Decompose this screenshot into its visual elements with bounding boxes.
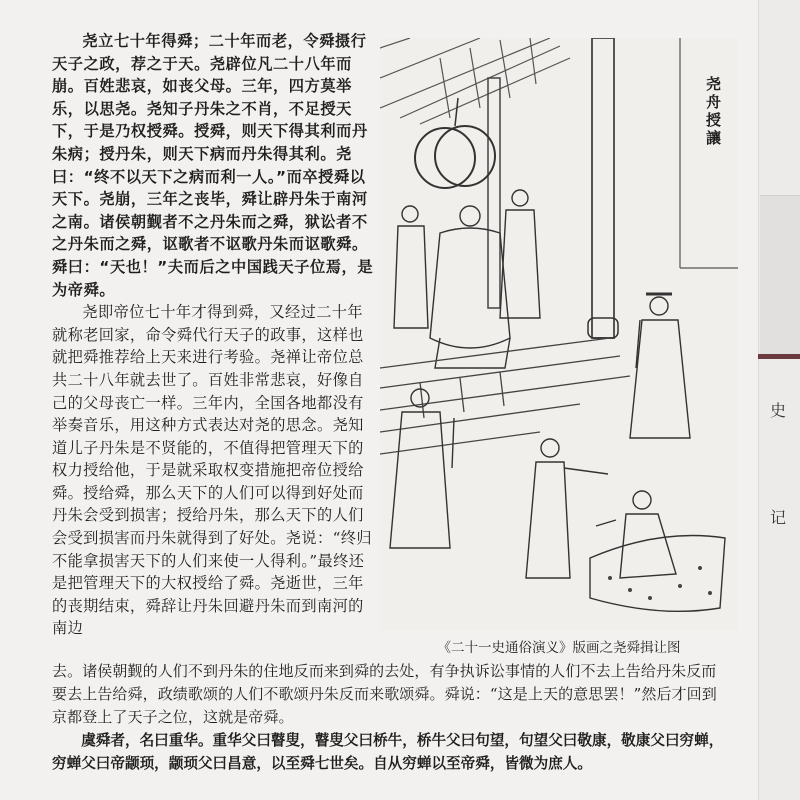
- side-tab-divider: [758, 354, 800, 359]
- illustration-svg: [380, 38, 738, 630]
- side-tab-char-shi: 史: [769, 401, 786, 420]
- classical-paragraph-2: 虞舜者，名曰重华。重华父曰瞽叟，瞽叟父曰桥牛，桥牛父曰句望，句望父曰敬康，敬康父曰穷蝉，穷蝉父曰帝颛顼，颛顼父曰昌意，以至舜七世矣。自从穷蝉以至帝舜，皆微为庶人。: [52, 732, 724, 772]
- illustration-title: 尧舟授讓: [704, 76, 722, 148]
- side-tab: [760, 195, 800, 356]
- modern-translation-continuation: 去。诸侯朝觐的人们不到丹朱的住地反而来到舜的去处，有争执诉讼事情的人们不去上告给丹朱反而要去上告给舜，政绩歌颂的人们不歌颂丹朱反而来歌颂舜。舜说：“这是上天的意思罢！”然后才回到京都登上了天子之位，这就是帝舜。: [52, 662, 717, 726]
- classical-paragraph-1: 尧立七十年得舜；二十年而老，令舜摄行天子之政，荐之于天。尧辟位凡二十八年而崩。百姓悲哀，如丧父母。三年，四方莫举乐，以思尧。尧知子丹朱之不肖，不足授天下，于是乃权授舜。授舜，则天下得其利而丹朱病；授丹朱，则天下病而丹朱得其利。尧曰：“终不以天下之病而利一人。”而卒授舜以天下。尧崩，三年之丧毕，舜让辟丹朱于南河之南。诸侯朝觐者不之丹朱而之舜，狱讼者不之丹朱而之舜，讴歌者不讴歌丹朱而讴歌舜。舜曰：“天也！”夫而后之中国践天子位焉，是为帝舜。: [52, 32, 374, 299]
- modern-translation-paragraph-1: 尧即帝位七十年才得到舜，又经过二十年就称老回家，命令舜代行天子的政事，这样也就把舜推荐给上天来进行考验。尧禅让帝位总共二十八年就去世了。百姓非常悲哀，好像自己的父母丧亡一样。三年内，全国各地都没有举奏音乐，用这种方式表达对尧的思念。尧知道儿子丹朱是不贤能的，不值得把管理天下的权力授给他，于是就采取权变措施把帝位授给舜。授给舜，那么天下的人们可以得到好处而丹朱会受到损害；授给丹朱，那么天下的人们会受到损害而丹朱就得到了好处。尧说：“终归不能拿损害天下的人们来使一人得利。”最终还是把管理天下的大权授给了舜。尧逝世，三年的丧期结束，舜辞让丹朱回避丹朱而到南河的南边: [52, 303, 372, 638]
- left-text-column: [52, 30, 378, 640]
- woodblock-illustration: [380, 38, 738, 630]
- illustration-caption: 《二十一史通俗演义》版画之尧舜揖让图: [437, 640, 681, 656]
- side-tab-char-ji: 记: [769, 508, 786, 527]
- full-width-text: [52, 660, 724, 775]
